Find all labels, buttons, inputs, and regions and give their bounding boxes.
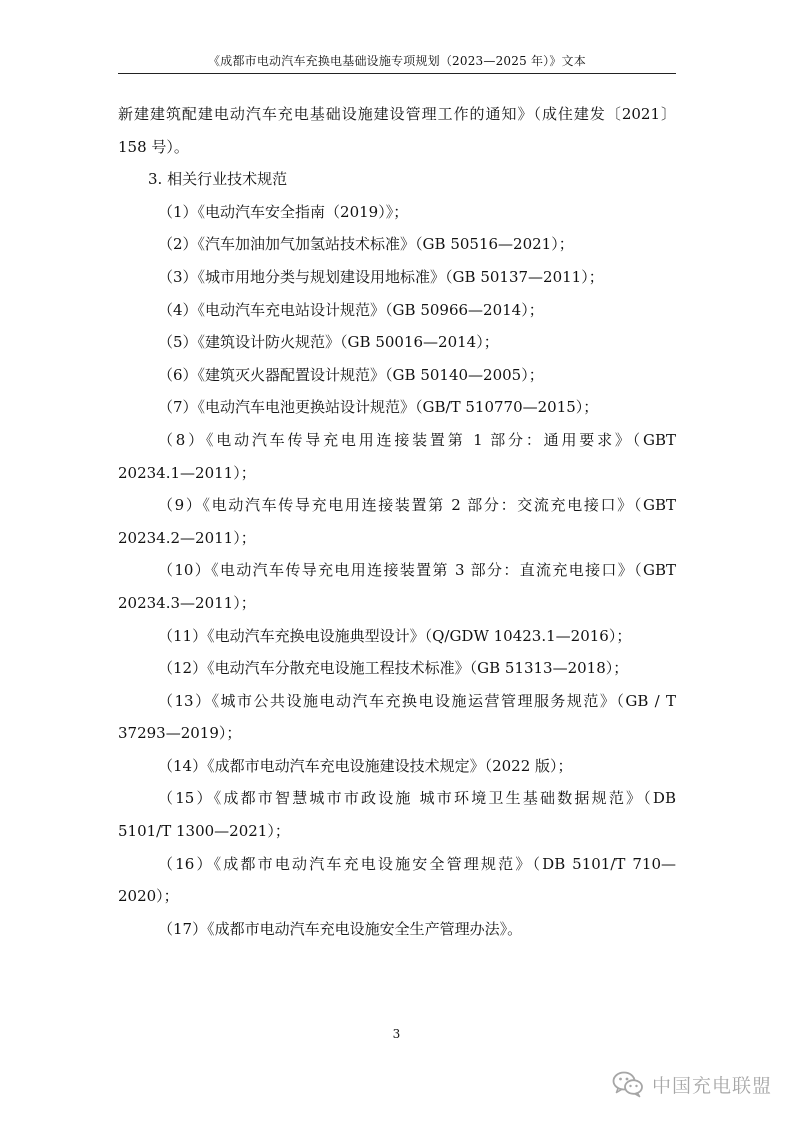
section-heading: 3. 相关行业技术规范 (148, 170, 288, 189)
body-line-continuation: 新建建筑配建电动汽车充电基础设施建设管理工作的通知》（成住建发〔2021〕 (118, 105, 676, 123)
list-item: （6）《建筑灭火器配置设计规范》（GB 50140—2005）； (158, 365, 544, 384)
list-item-continuation: 5101/T 1300—2021）； (118, 822, 290, 841)
list-item: （3）《城市用地分类与规划建设用地标准》（GB 50137—2011）； (158, 267, 604, 286)
watermark-text: 中国充电联盟 (652, 1074, 773, 1097)
header-divider (118, 73, 676, 74)
list-item: （16）《成都市电动汽车充电设施安全管理规范》（DB 5101/T 710— (158, 854, 676, 873)
list-item: （13）《城市公共设施电动汽车充换电设施运营管理服务规范》（GB / T (158, 691, 676, 710)
list-item: （9）《电动汽车传导充电用连接装置第 2 部分：交流充电接口》（GBT (158, 496, 676, 515)
list-item: （12）《电动汽车分散充电设施工程技术标准》（GB 51313—2018）； (158, 659, 629, 678)
list-item: （4）《电动汽车充电站设计规范》（GB 50966—2014）； (158, 300, 544, 319)
list-item-continuation: 20234.3—2011）； (118, 593, 256, 612)
list-item: （8）《电动汽车传导充电用连接装置第 1 部分：通用要求》（GBT (158, 430, 676, 449)
page-header: 《成都市电动汽车充换电基础设施专项规划（2023—2025 年）》文本 (208, 54, 586, 68)
list-item: （2）《汽车加油加气加氢站技术标准》（GB 50516—2021）； (158, 235, 574, 254)
list-item-continuation: 37293—2019）； (118, 724, 242, 743)
body-line-continuation-end: 158 号）。 (118, 137, 189, 156)
watermark (612, 1066, 772, 1102)
list-item: （5）《建筑设计防火规范》（GB 50016—2014）； (158, 333, 499, 352)
list-item-continuation: 2020）； (118, 887, 179, 906)
page-number: 3 (392, 1027, 401, 1041)
list-item: （10）《电动汽车传导充电用连接装置第 3 部分：直流充电接口》（GBT (158, 561, 676, 580)
list-item: （14）《成都市电动汽车充电设施建设技术规定》（2022 版）； (158, 756, 573, 775)
wechat-icon (612, 1070, 644, 1098)
list-item: （11）《电动汽车充换电设施典型设计》（Q/GDW 10423.1—2016）； (158, 626, 632, 645)
list-item: （7）《电动汽车电池更换站设计规范》（GB/T 510770—2015）； (158, 398, 599, 417)
document-body (118, 98, 676, 945)
list-item: （17）《成都市电动汽车充电设施安全生产管理办法》。 (158, 919, 523, 938)
list-item-continuation: 20234.1—2011）； (118, 463, 256, 482)
list-item: （15）《成都市智慧城市市政设施 城市环境卫生基础数据规范》（DB (158, 789, 676, 808)
list-item-continuation: 20234.2—2011）； (118, 528, 256, 547)
list-item: （1）《电动汽车安全指南（2019）》； (158, 202, 409, 221)
